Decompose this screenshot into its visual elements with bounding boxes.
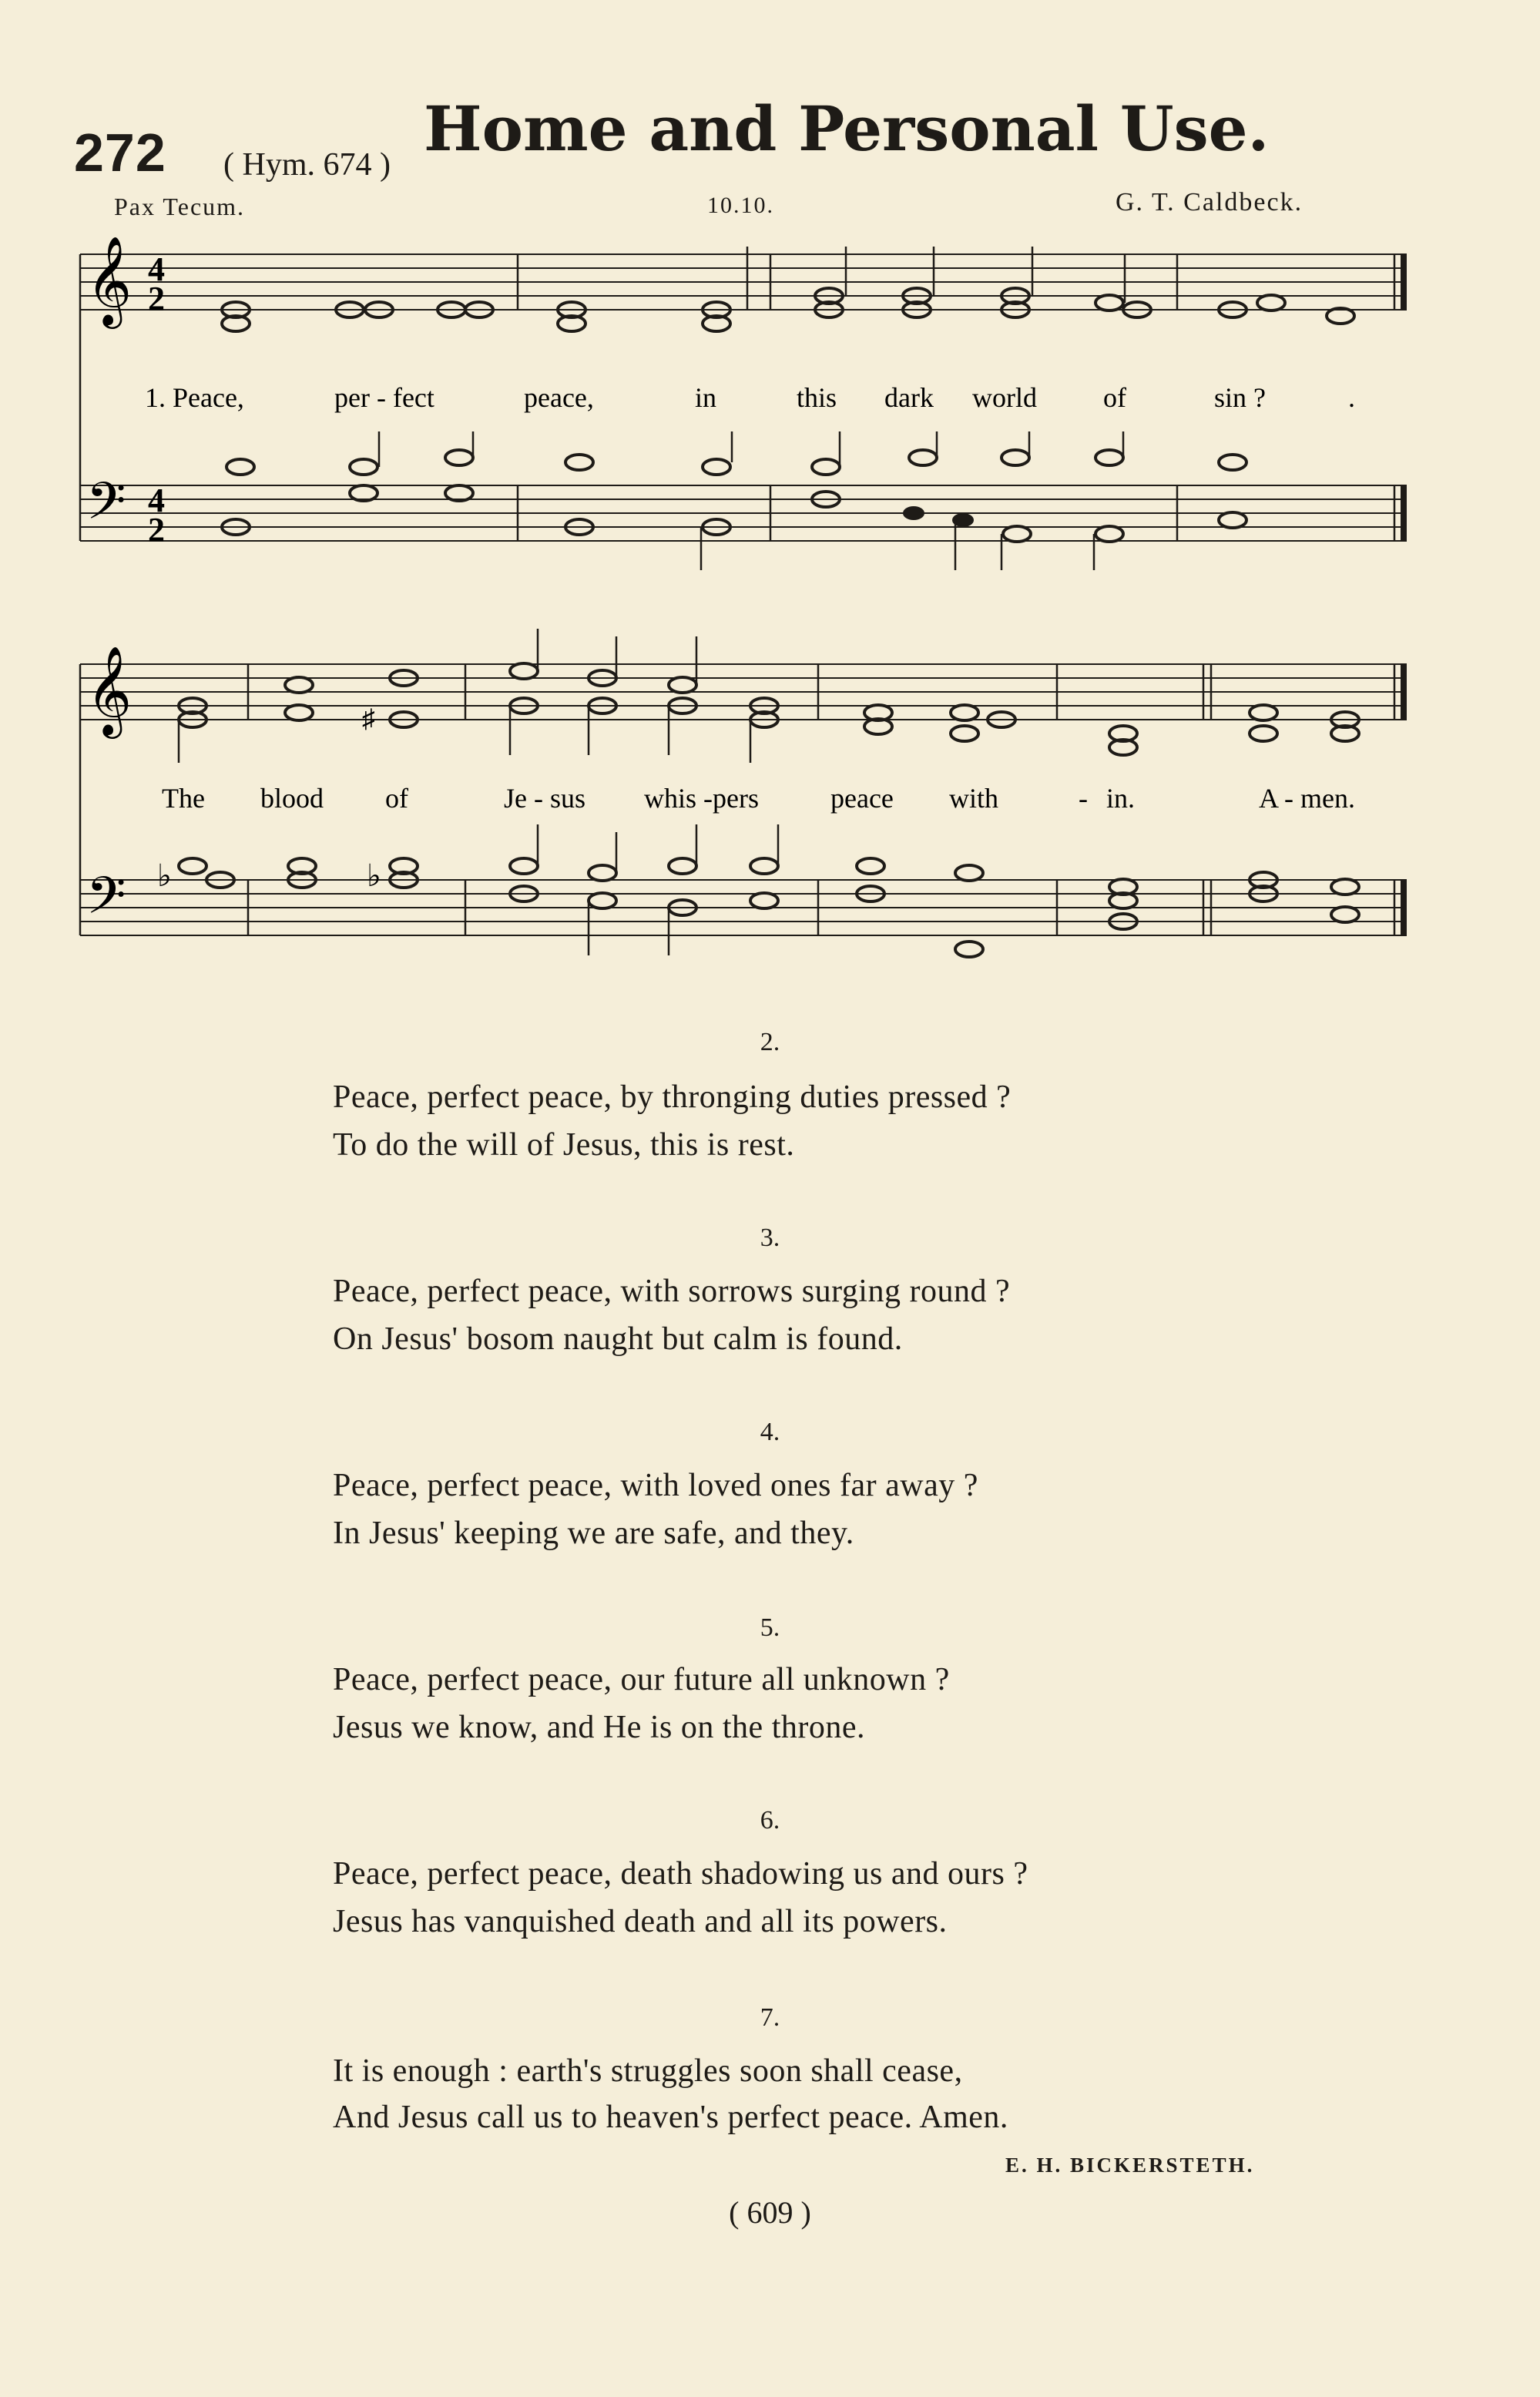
verse-number: 6. — [760, 1806, 780, 1835]
verse-line: To do the will of Jesus, this is rest. — [333, 1127, 795, 1163]
treble-clef-icon: 𝄞 — [86, 645, 133, 735]
bass-staff-2 — [80, 880, 1407, 935]
treble-clef-icon: 𝄞 — [86, 235, 133, 325]
svg-text:♭: ♭ — [157, 858, 172, 893]
svg-text:♯: ♯ — [362, 705, 375, 734]
time-signature-lower: 2 — [148, 511, 165, 549]
verse-line: On Jesus' bosom naught but calm is found. — [333, 1321, 903, 1357]
verse-line: And Jesus call us to heaven's perfect peace. Amen. — [333, 2100, 1008, 2135]
svg-text:peace,: peace, — [524, 382, 594, 413]
svg-text:A - men.: A - men. — [1259, 783, 1355, 814]
section-title: Home and Personal Use. — [424, 92, 1270, 165]
bass-clef-icon: 𝄢 — [86, 472, 126, 543]
verse-number: 2. — [760, 1028, 780, 1056]
bass-notes-2 — [157, 824, 1359, 957]
meter: 10.10. — [707, 193, 774, 218]
verse-line: Peace, perfect peace, by thronging duties pressed ? — [333, 1079, 1012, 1115]
lyrics-line-2 — [162, 783, 1355, 814]
hymn-reference: ( Hym. 674 ) — [223, 147, 391, 183]
verse-line: Jesus we know, and He is on the throne. — [333, 1710, 865, 1745]
treble-staff-1 — [80, 254, 1407, 310]
svg-text:.: . — [1348, 382, 1355, 413]
svg-text:dark: dark — [884, 382, 934, 413]
svg-text:per - fect: per - fect — [334, 382, 434, 413]
svg-text:Je - sus: Je - sus — [504, 783, 585, 814]
svg-text:The: The — [162, 783, 205, 814]
author: E. H. BICKERSTETH. — [1005, 2154, 1255, 2177]
hymn-number: 272 — [74, 123, 166, 183]
svg-text:1. Peace,: 1. Peace, — [145, 382, 244, 413]
bass-clef-icon: 𝄢 — [86, 866, 126, 938]
treble-notes-1 — [222, 247, 1354, 331]
svg-text:world: world — [972, 382, 1037, 413]
svg-text:in.: in. — [1106, 783, 1136, 814]
page-number: ( 609 ) — [729, 2195, 811, 2230]
time-signature-upper: 4 — [148, 250, 165, 288]
composer: G. T. Caldbeck. — [1116, 188, 1303, 217]
treble-notes-2 — [179, 629, 1359, 763]
svg-text:♭: ♭ — [367, 858, 381, 893]
music-score — [0, 0, 1540, 1002]
svg-text:in: in — [695, 382, 717, 413]
bass-staff-1 — [80, 485, 1407, 541]
verse-line: It is enough : earth's struggles soon shall cease, — [333, 2053, 963, 2089]
svg-text:whis -pers: whis -pers — [644, 783, 759, 814]
verse-line: Peace, perfect peace, death shadowing us and ours ? — [333, 1856, 1028, 1892]
svg-text:of: of — [1103, 382, 1126, 413]
svg-text:of: of — [385, 783, 408, 814]
svg-text:-: - — [1079, 783, 1088, 814]
svg-text:with: with — [949, 783, 999, 814]
svg-text:blood: blood — [260, 783, 324, 814]
verse-number: 7. — [760, 2003, 780, 2032]
verse-line: Peace, perfect peace, our future all unknown ? — [333, 1662, 950, 1697]
svg-text:peace: peace — [830, 783, 894, 814]
time-signature-lower: 2 — [148, 280, 165, 317]
bass-notes-1 — [222, 431, 1246, 570]
verse-line: Jesus has vanquished death and all its powers. — [333, 1904, 948, 1939]
verse-line: In Jesus' keeping we are safe, and they. — [333, 1516, 854, 1551]
svg-text:this: this — [797, 382, 837, 413]
time-signature-upper: 4 — [148, 482, 165, 519]
verse-line: Peace, perfect peace, with loved ones far away ? — [333, 1468, 978, 1503]
verse-number: 4. — [760, 1418, 780, 1446]
verse-number: 5. — [760, 1613, 780, 1642]
verse-number: 3. — [760, 1224, 780, 1252]
svg-text:sin ?: sin ? — [1214, 382, 1266, 413]
treble-staff-2 — [80, 664, 1407, 720]
tune-name: Pax Tecum. — [114, 193, 246, 220]
verse-line: Peace, perfect peace, with sorrows surging round ? — [333, 1274, 1011, 1309]
lyrics-line-1 — [145, 382, 1355, 413]
